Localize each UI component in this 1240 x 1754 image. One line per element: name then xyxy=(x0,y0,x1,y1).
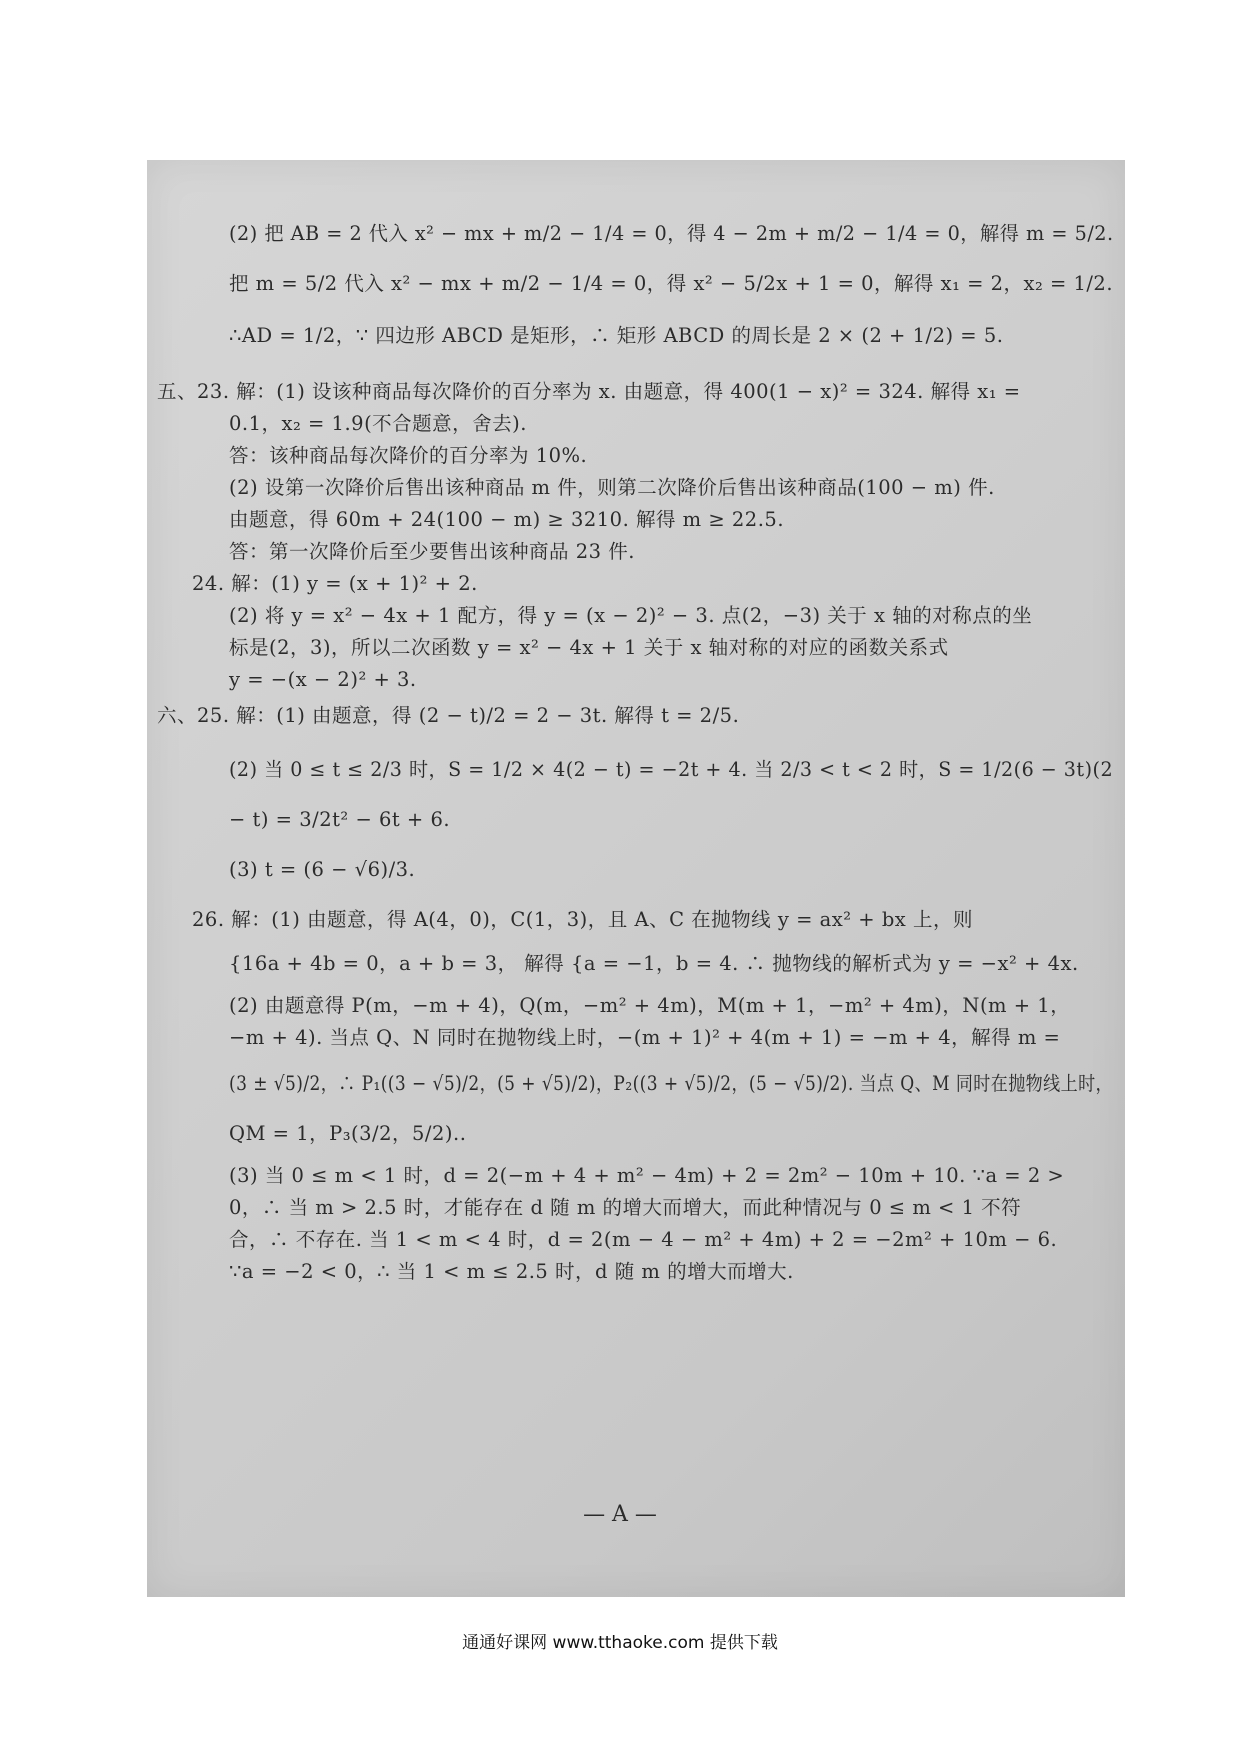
answer-line: 0.1，x₂ = 1.9(不合题意，舍去). xyxy=(229,412,527,435)
answer-line: 26. 解：(1) 由题意，得 A(4，0)，C(1，3)，且 A、C 在抛物线 y = ax² + bx 上，则 xyxy=(192,908,973,931)
answer-line: QM = 1，P₃(3/2，5/2).. xyxy=(229,1122,467,1145)
answer-line: 六、25. 解：(1) 由题意，得 (2 − t)/2 = 2 − 3t. 解得 t = 2/5. xyxy=(157,704,740,727)
answer-line: (2) 将 y = x² − 4x + 1 配方，得 y = (x − 2)² − 3. 点(2，−3) 关于 x 轴的对称点的坐 xyxy=(229,604,1033,627)
answer-line: (2) 由题意得 P(m，−m + 4)，Q(m，−m² + 4m)，M(m + 1，−m² + 4m)，N(m + 1， xyxy=(229,994,1071,1017)
answer-line: 五、23. 解：(1) 设该种商品每次降价的百分率为 x. 由题意，得 400(1 − x)² = 324. 解得 x₁ = xyxy=(157,380,1021,403)
answer-line: 24. 解：(1) y = (x + 1)² + 2. xyxy=(192,572,478,595)
answer-line: ∴AD = 1/2，∵ 四边形 ABCD 是矩形，∴ 矩形 ABCD 的周长是 2 × (2 + 1/2) = 5. xyxy=(229,324,1004,347)
answer-line: y = −(x − 2)² + 3. xyxy=(229,668,417,691)
answer-line: (2) 设第一次降价后售出该种商品 m 件，则第二次降价后售出该种商品(100 − m) 件. xyxy=(229,476,995,499)
answer-line: 0，∴ 当 m > 2.5 时，才能存在 d 随 m 的增大而增大，而此种情况与 0 ≤ m < 1 不符 xyxy=(229,1196,1022,1219)
answer-line: −m + 4). 当点 Q、N 同时在抛物线上时，−(m + 1)² + 4(m + 1) = −m + 4，解得 m = xyxy=(229,1026,1061,1049)
answer-line: − t) = 3/2t² − 6t + 6. xyxy=(229,808,451,831)
answer-line: 标是(2，3)，所以二次函数 y = x² − 4x + 1 关于 x 轴对称的对应的函数关系式 xyxy=(229,636,949,659)
answer-line: 答：第一次降价后至少要售出该种商品 23 件. xyxy=(229,540,635,563)
answer-line: ∵a = −2 < 0，∴ 当 1 < m ≤ 2.5 时，d 随 m 的增大而增大. xyxy=(229,1260,794,1283)
answer-line: {16a + 4b = 0，a + b = 3， 解得 {a = −1，b = 4. ∴ 抛物线的解析式为 y = −x² + 4x. xyxy=(229,952,1079,975)
answer-line: 由题意，得 60m + 24(100 − m) ≥ 3210. 解得 m ≥ 22.5. xyxy=(229,508,785,531)
answer-line: (2) 当 0 ≤ t ≤ 2/3 时，S = 1/2 × 4(2 − t) = −2t + 4. 当 2/3 < t < 2 时，S = 1/2(6 − 3t)(2 xyxy=(229,758,1114,781)
answer-line: (3) 当 0 ≤ m < 1 时，d = 2(−m + 4 + m² − 4m) + 2 = 2m² − 10m + 10. ∵a = 2 > xyxy=(229,1164,1065,1187)
answer-line: (2) 把 AB = 2 代入 x² − mx + m/2 − 1/4 = 0，得 4 − 2m + m/2 − 1/4 = 0，解得 m = 5/2. xyxy=(229,222,1114,245)
scanned-page-photo xyxy=(147,160,1125,1597)
footer-source: 通通好课网 www.tthaoke.com 提供下载 xyxy=(462,1633,778,1653)
page-number: — A — xyxy=(583,1502,657,1527)
answer-line: 把 m = 5/2 代入 x² − mx + m/2 − 1/4 = 0，得 x² − 5/2x + 1 = 0，解得 x₁ = 2，x₂ = 1/2. xyxy=(229,272,1114,295)
answer-line: (3) t = (6 − √6)/3. xyxy=(229,858,416,881)
answer-line: 答：该种商品每次降价的百分率为 10%. xyxy=(229,444,588,467)
answer-line: 合，∴ 不存在. 当 1 < m < 4 时，d = 2(m − 4 − m² + 4m) + 2 = −2m² + 10m − 6. xyxy=(229,1228,1058,1251)
answer-line: (3 ± √5)/2，∴ P₁((3 − √5)/2，(5 + √5)/2)，P₂((3 + √5)/2，(5 − √5)/2). 当点 Q、M 同时在抛物线上时， xyxy=(229,1072,1113,1095)
